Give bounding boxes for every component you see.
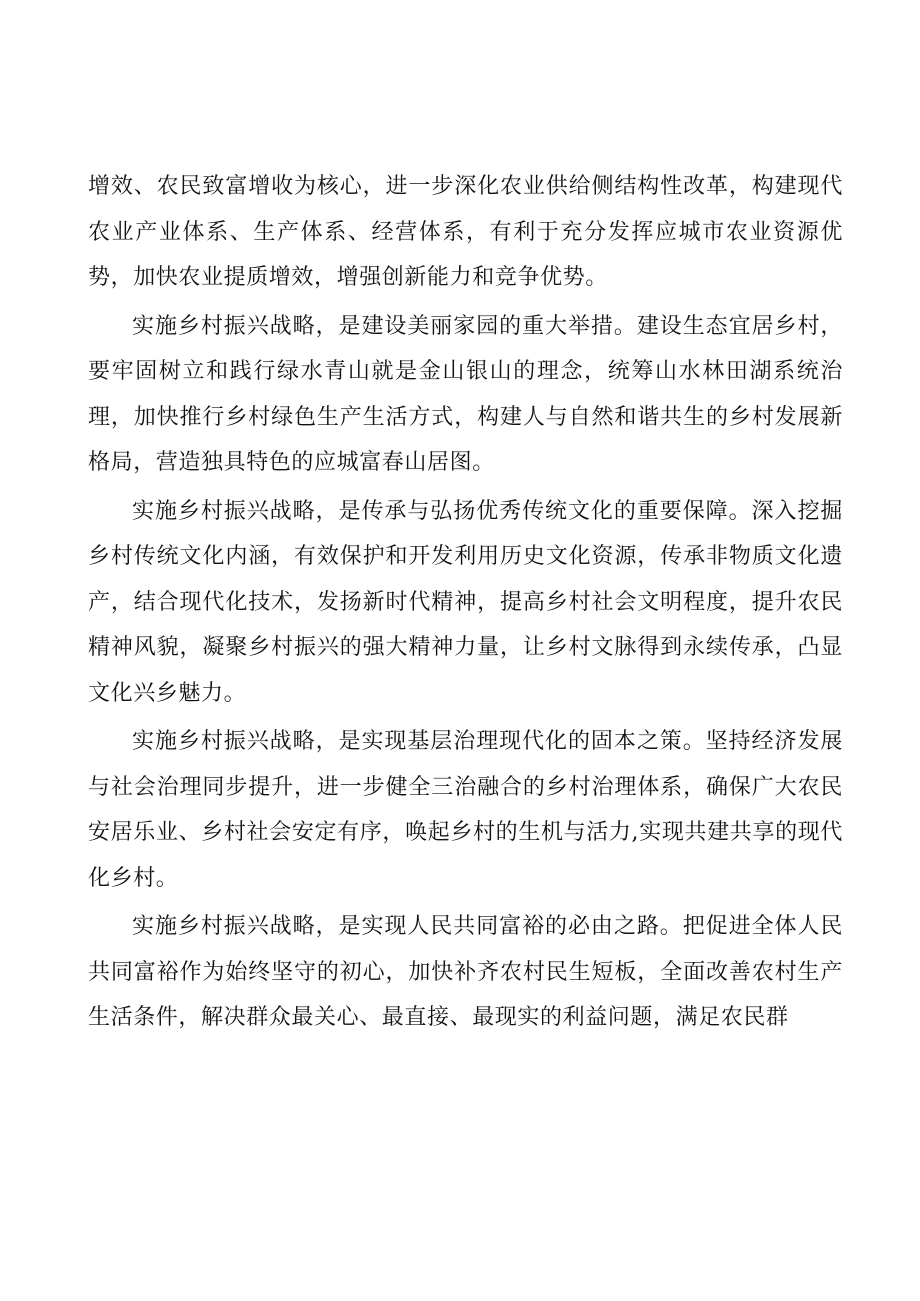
paragraph-4: 实施乡村振兴战略，是实现基层治理现代化的固本之策。坚持经济发展与社会治理同步提升，进一步健全三治融合的乡村治理体系，确保广大农民安居乐业、乡村社会安定有序，唤起乡村的生机与活力,实现共建共享的现代化乡村。 <box>88 729 843 891</box>
paragraph-1: 增效、农民致富增收为核心，进一步深化农业供给侧结构性改革，构建现代农业产业体系、生产体系、经营体系，有利于充分发挥应城市农业资源优势，加快农业提质增效，增强创新能力和竞争优势。 <box>88 174 843 290</box>
paragraph-2: 实施乡村振兴战略，是建设美丽家园的重大举措。建设生态宜居乡村，要牢固树立和践行绿水青山就是金山银山的理念，统筹山水林田湖系统治理，加快推行乡村绿色生产生活方式，构建人与自然和谐共生的乡村发展新格局，营造独具特色的应城富春山居图。 <box>88 313 843 475</box>
paragraph-3: 实施乡村振兴战略，是传承与弘扬优秀传统文化的重要保障。深入挖掘乡村传统文化内涵，有效保护和开发利用历史文化资源，传承非物质文化遗产，结合现代化技术，发扬新时代精神，提高乡村社会文明程度，提升农民精神风貌，凝聚乡村振兴的强大精神力量，让乡村文脉得到永续传承，凸显文化兴乡魅力。 <box>88 498 843 706</box>
paragraph-5: 实施乡村振兴战略，是实现人民共同富裕的必由之路。把促进全体人民共同富裕作为始终坚守的初心，加快补齐农村民生短板，全面改善农村生产生活条件，解决群众最关心、最直接、最现实的利益问题，满足农民群 <box>88 914 843 1030</box>
document-body <box>88 164 843 1041</box>
